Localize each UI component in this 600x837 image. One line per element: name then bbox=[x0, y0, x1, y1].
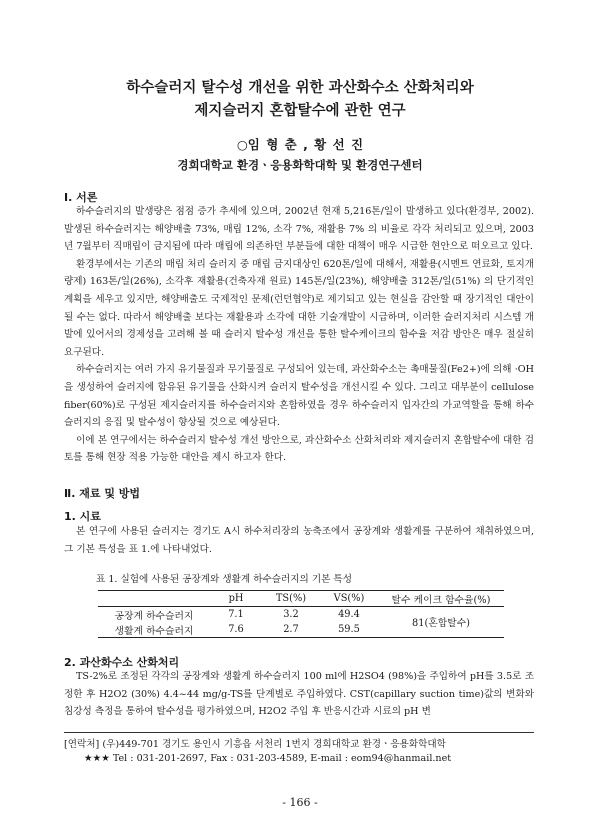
subsection-heading-oxidation: 2. 과산화수소 산화처리 bbox=[64, 656, 180, 669]
contact-address: [연락처] (우)449-701 경기도 용인시 기흥읍 서천리 1번지 경희대학교 환경ㆍ응용화학대학 bbox=[64, 739, 446, 750]
footer-divider bbox=[64, 732, 534, 733]
table-header-cell: 탈수 케이크 함수율(%) bbox=[391, 594, 491, 606]
sample-body bbox=[64, 523, 534, 558]
oxidation-body bbox=[64, 668, 534, 721]
section-heading-materials: Ⅱ. 재료 및 방법 bbox=[64, 487, 141, 500]
table-cell: 7.6 bbox=[228, 624, 244, 635]
table-header-cell: VS(%) bbox=[333, 593, 365, 604]
table-cell: 59.5 bbox=[338, 624, 360, 635]
contact-phone-email: ★★★ Tel : 031-201-2697, Fax : 031-203-4589, E-mail : eom94@hanmail.net bbox=[84, 753, 452, 764]
section-heading-intro: Ⅰ. 서론 bbox=[64, 191, 98, 204]
table-cell: 공장계 하수슬러지 bbox=[114, 610, 194, 622]
paper-title-line-2: 제지슬러지 혼합탈수에 관한 연구 bbox=[194, 103, 406, 119]
intro-body bbox=[64, 203, 534, 467]
affiliation: 경희대학교 환경ㆍ응용화학대학 및 환경연구센터 bbox=[177, 158, 423, 172]
authors: ○임 형 춘 , 황 선 진 bbox=[236, 137, 364, 152]
table-cell: 생활계 하수슬러지 bbox=[114, 625, 194, 637]
table-cell: 2.7 bbox=[283, 624, 299, 635]
intro-paragraph-1: 하수슬러지의 발생량은 점점 증가 추세에 있으며, 2002년 현재 5,216톤/일이 발생하고 있다(환경부, 2002). 발생된 하수슬러지는 해양배출 73%, 매립 12%, 소각 7%, 재활용 7% 의 비율로 각각 처리되고 있으며, 2003년 7월부터 직매립이 금지됨에 따라 매립에 의존하던 부분들에 대한 대책이 매우 시급한 현안으로 떠오르고 있다. bbox=[64, 206, 534, 253]
table-caption: 표 1. 실험에 사용된 공장계와 생활계 하수슬러지의 기본 특성 bbox=[96, 574, 352, 585]
intro-paragraph-4: 이에 본 연구에서는 하수슬러지 탈수성 개선 방안으로, 과산화수소 산화처리와 제지슬러지 혼합탈수에 대한 검토를 통해 현장 적용 가능한 대안을 제시 하고자 한다. bbox=[64, 434, 534, 464]
paper-title-line-1: 하수슬러지 탈수성 개선을 위한 과산화수소 산화처리와 bbox=[126, 80, 474, 96]
page-number: - 166 - bbox=[282, 796, 318, 809]
sample-paragraph: 본 연구에 사용된 슬러지는 경기도 A시 하수처리장의 농축조에서 공장계와 생활계를 구분하여 채취하였으며, 그 기본 특성을 표 1.에 나타내었다. bbox=[64, 526, 534, 555]
oxidation-paragraph: TS-2%로 조정된 각각의 공장계와 생활계 하수슬러지 100 ml에 H2SO4 (98%)을 주입하여 pH를 3.5로 조정한 후 H2O2 (30%) 4.4~44 mg/g-TS를 단계별로 주입하였다. CST(capillary suction time)값의 변화와 침강성 측정을 통하여 탈수성을 평가하였으며, H2O2 주입 후 반응시간과 시료의 pH 변 bbox=[64, 671, 534, 718]
intro-paragraph-2: 환경부에서는 기존의 매립 처리 슬러지 중 매립 금지대상인 620톤/일에 대해서, 재활용(시멘트 연료화, 토지개량제) 163톤/일(26%), 소각후 재활용(건축자재 원료) 145톤/일(23%), 해양배출 312톤/일(51%) 의 단기적인 계획을 세우고 있지만, 해양배출도 국제적인 문제(런던협약)로 제기되고 있는 현실을 감안할 때 장기적인 대안이 될 수는 없다. 따라서 해양배출 보다는 재활용과 소각에 대한 기술개발이 시급하며, 이러한 슬러지처리 시스템 개발에 있어서의 경제성을 고려해 볼 때 슬러지 탈수성 개선을 통한 탈수케이크의 함수율 저감 방안은 매우 절실히 요구된다. bbox=[64, 258, 534, 358]
intro-paragraph-3: 하수슬러지는 여러 가지 유기물질과 무기물질로 구성되어 있는데, 과산화수소는 촉매물질(Fe2+)에 의해 ·OH을 생성하여 슬러지에 함유된 유기물을 산화시켜 슬러지 탈수성을 개선시킬 수 있다. 그리고 대부분이 cellulose fiber(60%)로 구성된 제지슬러지를 하수슬러지와 혼합하였을 경우 하수슬러지 입자간의 가교역할을 통해 하수슬러지의 응집 및 탈수성이 향상될 것으로 예상된다. bbox=[64, 364, 534, 429]
table-row bbox=[98, 607, 504, 623]
table-cell-merged: 81(혼합탈수) bbox=[412, 618, 470, 629]
table-cell: 49.4 bbox=[338, 609, 360, 620]
subsection-heading-sample: 1. 시료 bbox=[64, 510, 101, 523]
table-header-row bbox=[98, 591, 504, 607]
table-cell: 7.1 bbox=[228, 609, 244, 620]
table-header-cell bbox=[98, 591, 210, 607]
table-header-cell: pH bbox=[228, 593, 244, 604]
table-header-cell: TS(%) bbox=[275, 593, 307, 604]
sludge-properties-table bbox=[98, 590, 504, 638]
table-cell: 3.2 bbox=[283, 609, 299, 620]
